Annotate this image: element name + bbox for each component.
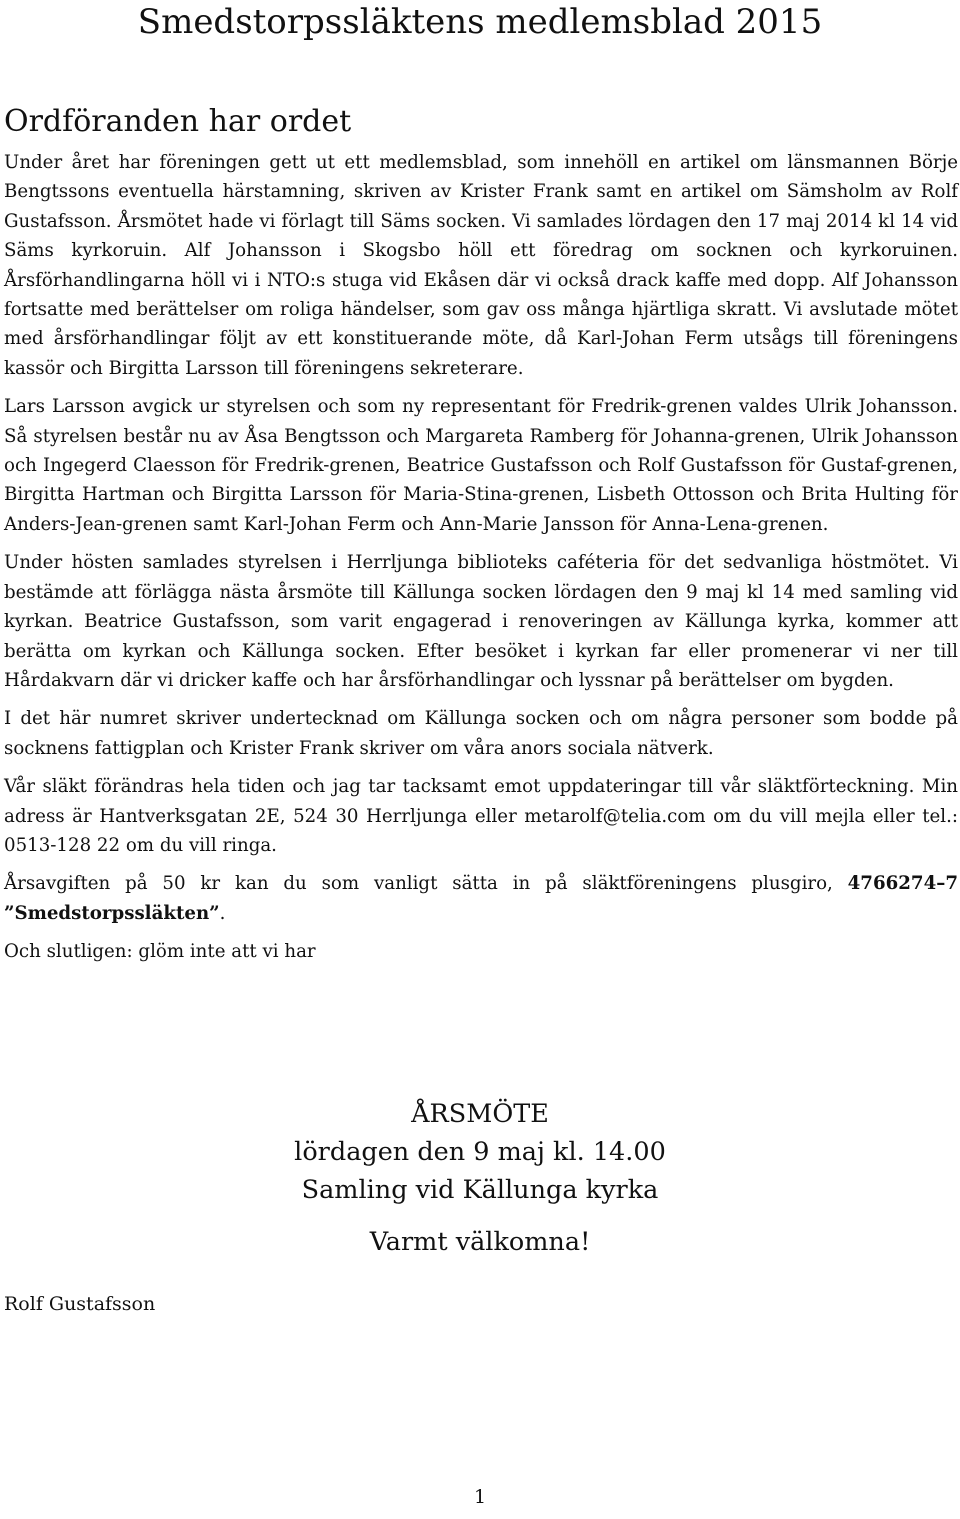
signature: Rolf Gustafsson xyxy=(4,1293,156,1315)
paragraph-5-text: Vår släkt förändras hela tiden och jag tar tacksamt emot uppdateringar till vår släktförteckning. Min adress är Hantverksgatan 2E, 524 30 Herrljunga eller metarolf@telia.com om du vill mejla eller tel.: 0513-128 22 om du vill ringa. xyxy=(4,776,958,856)
paragraph-4: I det här numret skriver undertecknad om Källunga socken och om några personer som bodde på socknens fattigplan och Krister Frank skriver om våra anors sociala nätverk. xyxy=(4,708,958,759)
paragraph-3: Under hösten samlades styrelsen i Herrljunga biblioteks caféteria för det sedvanliga höstmötet. Vi bestämde att förlägga nästa årsmöte till Källunga socken lördagen den 9 maj kl 14 med samling vid kyrkan. Beatrice Gustafsson, som varit engagerad i renoveringen av Källunga kyrka, kommer att berätta om kyrkan och Källunga socken. Efter besöket i kyrkan far eller promenerar vi ner till Hårdakvarn där vi dricker kaffe och har årsförhandlingar och lyssnar på berättelser om bygden. xyxy=(4,552,958,691)
paragraph-2: Lars Larsson avgick ur styrelsen och som ny representant för Fredrik-grenen valdes Ulrik Johansson. Så styrelsen består nu av Åsa Bengtsson och Margareta Ramberg för Johanna-grenen, Ulrik Johansson och Ingegerd Claesson för Fredrik-grenen, Beatrice Gustafsson och Rolf Gustafsson för Gustaf-grenen, Birgitta Hartman och Birgitta Larsson för Maria-Stina-grenen, Lisbeth Ottosson och Brita Hulting för Anders-Jean-grenen samt Karl-Johan Ferm och Ann-Marie Jansson för Anna-Lena-grenen. xyxy=(4,396,958,535)
paragraph-5 xyxy=(4,772,958,860)
page-number: 1 xyxy=(473,1486,487,1508)
plusgiro-number: 4766274–7 ”Smedstorpssläkten” xyxy=(4,873,958,924)
paragraph-6 xyxy=(4,869,958,928)
fee-text: Årsavgiften på 50 kr kan du som vanligt sätta in på släktföreningens plusgiro, xyxy=(4,873,848,895)
announcement-heading: ÅRSMÖTE xyxy=(411,1099,549,1129)
paragraph-1: Under året har föreningen gett ut ett medlemsblad, som innehöll en artikel om länsmannen Börje Bengtssons eventuella härstamning, skriven av Krister Frank samt en artikel om Sämsholm av Rolf Gustafsson. Årsmötet hade vi förlagt till Säms socken. Vi samlades lördagen den 17 maj 2014 kl 14 vid Säms kyrkoruin. Alf Johansson i Skogsbo höll ett föredrag om socknen och kyrkoruinen. Årsförhandlingarna höll vi i NTO:s stuga vid Ekåsen där vi också drack kaffe med dopp. Alf Johansson fortsatte med berättelser om roliga händelser, som gav oss många hjärtliga skratt. Vi avslutade mötet med årsförhandlingar följt av ett konstituerande möte, då Karl-Johan Ferm utsågs till föreningens kassör och Birgitta Larsson till föreningens sekreterare. xyxy=(4,152,958,379)
announcement-welcome: Varmt välkomna! xyxy=(369,1227,591,1257)
article-body xyxy=(4,148,958,976)
announcement-location: Samling vid Källunga kyrka xyxy=(301,1175,659,1205)
fee-text-end: . xyxy=(219,902,226,924)
annual-meeting-announcement xyxy=(250,1095,710,1261)
announcement-date: lördagen den 9 maj kl. 14.00 xyxy=(294,1137,666,1167)
document-title: Smedstorpssläktens medlemsblad 2015 xyxy=(137,2,823,42)
paragraph-7: Och slutligen: glöm inte att vi har xyxy=(4,941,316,963)
section-heading: Ordföranden har ordet xyxy=(4,104,352,139)
